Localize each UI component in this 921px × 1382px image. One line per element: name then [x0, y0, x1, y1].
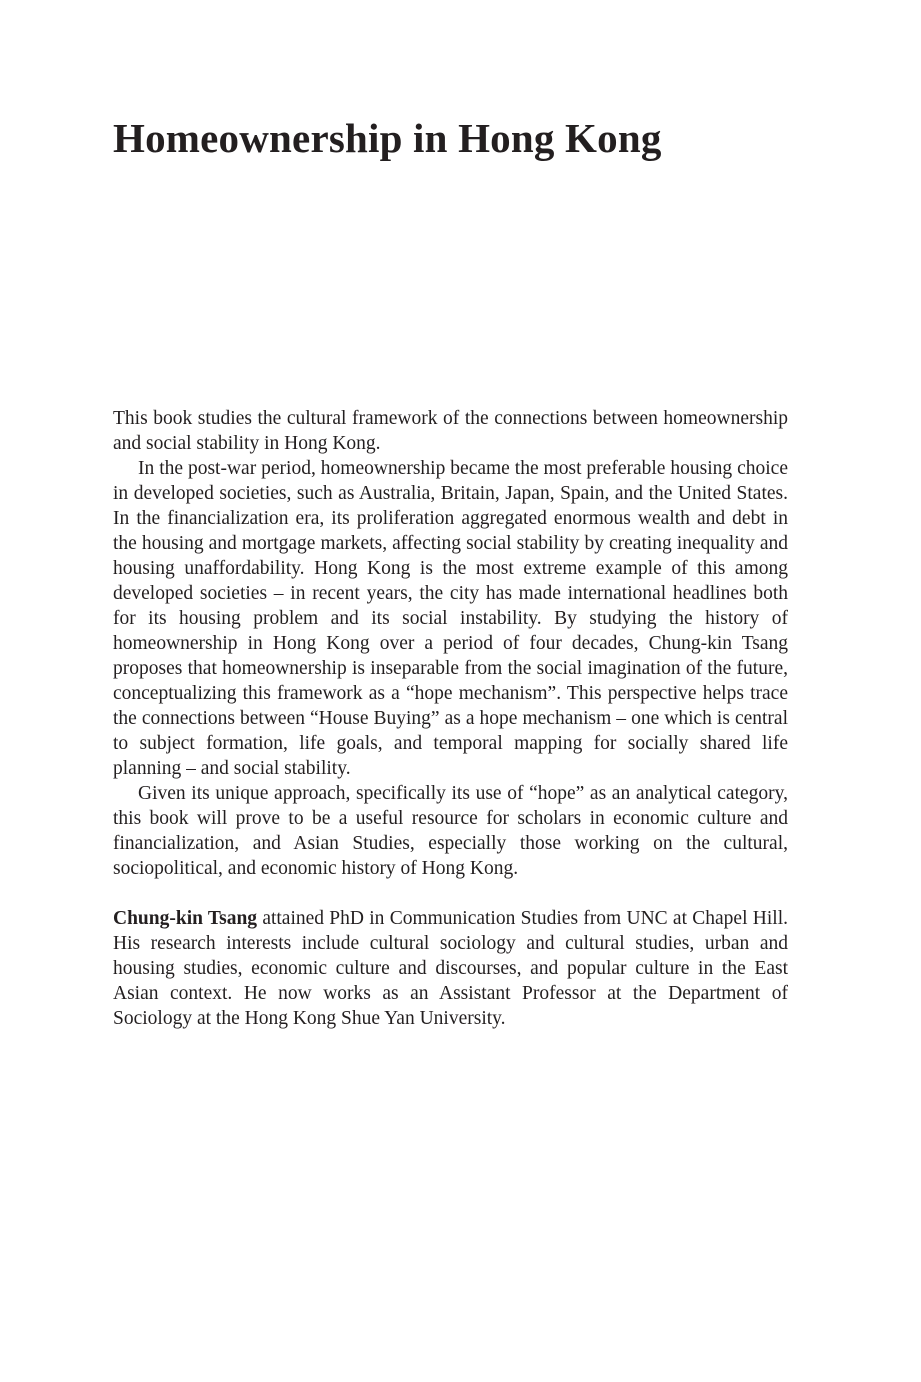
description-paragraph: In the post-war period, homeownership became the most preferable housing choice in developed societies, such as Australia, Britain, Japan, Spain, and the United States. In the financialization era, its proliferation aggregated enormous wealth and debt in the housing and mortgage markets, affecting social stability by creating inequality and housing unaffordability. Hong Kong is the most extreme example of this among developed societies – in recent years, the city has made international headlines both for its housing problem and its social instability. By studying the history of homeownership in Hong Kong over a period of four decades, Chung-kin Tsang proposes that homeownership is inseparable from the social imagination of the future, conceptualizing this framework as a “hope mechanism”. This perspective helps trace the connections between “House Buying” as a hope mechanism – one which is central to subject formation, life goals, and temporal mapping for socially shared life planning – and social stability.	[113, 458, 788, 779]
description-paragraph: This book studies the cultural framework of the connections between homeownership and social stability in Hong Kong.	[113, 408, 788, 454]
description-paragraph: Given its unique approach, specifically its use of “hope” as an analytical category, this book will prove to be a useful resource for scholars in economic culture and financialization, and Asian Studies, especially those working on the cultural, sociopolitical, and economic history of Hong Kong.	[113, 783, 788, 879]
author-bio-text: attained PhD in Communication Studies from UNC at Chapel Hill. His research interests include cultural sociology and cultural studies, urban and housing studies, economic culture and discourses, and popular culture in the East Asian context. He now works as an Assistant Professor at the Department of Sociology at the Hong Kong Shue Yan University.	[113, 908, 788, 1029]
page-title: Homeownership in Hong Kong	[113, 115, 662, 161]
author-name: Chung-kin Tsang	[113, 908, 258, 929]
book-description	[113, 406, 788, 881]
author-bio	[113, 906, 788, 1031]
